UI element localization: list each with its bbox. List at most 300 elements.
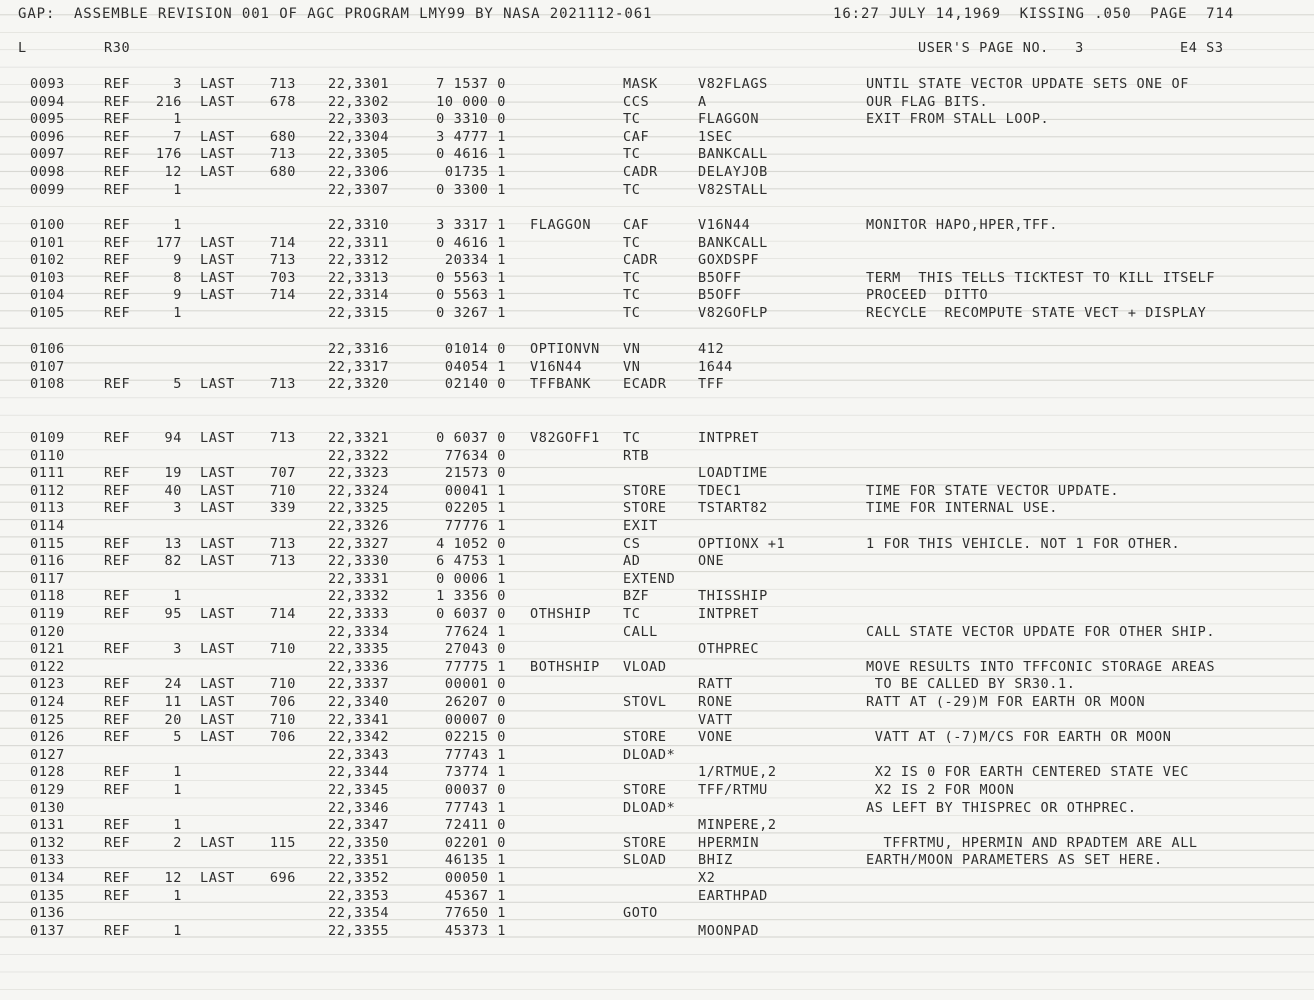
ref-count: 1 — [173, 887, 182, 904]
last-marker: LAST — [200, 482, 235, 499]
opcode: MASK — [623, 76, 658, 92]
address: 22,3350 — [328, 834, 390, 851]
last-marker: LAST — [200, 164, 235, 180]
operand: OTHPREC — [698, 641, 760, 658]
listing-line — [0, 430, 1314, 446]
operand: THISSHIP — [698, 588, 768, 605]
address: 22,3352 — [328, 870, 390, 886]
machine-code: 02140 0 — [444, 376, 506, 393]
ref-count: 20 — [164, 711, 182, 728]
machine-code: 0 0006 1 — [436, 570, 506, 587]
last-marker: LAST — [200, 694, 235, 710]
ref-count: 3 — [173, 500, 182, 517]
line-number: 0094 — [30, 93, 65, 110]
last-marker: LAST — [200, 93, 235, 110]
listing-line — [0, 270, 1314, 286]
comment: X2 IS 0 FOR EARTH CENTERED STATE VEC — [866, 764, 1189, 781]
comment: EARTH/MOON PARAMETERS AS SET HERE. — [866, 852, 1163, 869]
ref-marker: REF — [104, 922, 131, 939]
routine-name: R30 — [104, 40, 131, 56]
listing-line — [0, 905, 1314, 921]
last-marker: LAST — [200, 376, 235, 393]
opcode: TC — [623, 146, 641, 163]
address: 22,3301 — [328, 76, 390, 92]
line-number: 0097 — [30, 146, 65, 163]
machine-code: 3 3317 1 — [436, 217, 506, 233]
ref-count: 1 — [173, 111, 182, 128]
last-marker: LAST — [200, 146, 235, 163]
symbol-label: V16N44 — [530, 358, 583, 375]
machine-code: 3 4777 1 — [436, 128, 506, 145]
listing-line — [0, 641, 1314, 657]
machine-code: 77624 1 — [444, 623, 506, 640]
listing-line — [0, 659, 1314, 675]
line-number: 0135 — [30, 887, 65, 904]
machine-code: 00007 0 — [444, 711, 506, 728]
listing-line — [0, 852, 1314, 868]
line-number: 0137 — [30, 922, 65, 939]
address: 22,3320 — [328, 376, 390, 393]
address: 22,3325 — [328, 500, 390, 517]
ref-marker: REF — [104, 93, 131, 110]
address: 22,3323 — [328, 465, 390, 482]
ref-marker: REF — [104, 305, 131, 321]
ref-count: 12 — [164, 870, 182, 886]
ref-count: 9 — [173, 287, 182, 304]
ref-count: 82 — [164, 553, 182, 570]
operand: VONE — [698, 729, 733, 746]
ref-marker: REF — [104, 164, 131, 180]
operand: V82FLAGS — [698, 76, 768, 92]
ref-marker: REF — [104, 782, 131, 798]
listing-line — [0, 305, 1314, 321]
machine-code: 72411 0 — [444, 817, 506, 834]
line-number: 0125 — [30, 711, 65, 728]
line-number: 0129 — [30, 782, 65, 798]
line-number: 0108 — [30, 376, 65, 393]
listing-line — [0, 129, 1314, 145]
line-number: 0128 — [30, 764, 65, 781]
ref-marker: REF — [104, 376, 131, 393]
operand: DELAYJOB — [698, 164, 768, 180]
last-marker: LAST — [200, 465, 235, 482]
operand: V82GOFLP — [698, 305, 768, 321]
address: 22,3343 — [328, 746, 390, 763]
address: 22,3347 — [328, 817, 390, 834]
listing-line — [0, 870, 1314, 886]
operand: 412 — [698, 341, 725, 357]
comment: TFFRTMU, HPERMIN AND RPADTEM ARE ALL — [866, 834, 1198, 851]
address: 22,3304 — [328, 128, 390, 145]
address: 22,3334 — [328, 623, 390, 640]
address: 22,3315 — [328, 305, 390, 321]
last-page: 339 — [269, 500, 296, 517]
comment: TO BE CALLED BY SR30.1. — [866, 676, 1076, 693]
operand: 1SEC — [698, 128, 733, 145]
ref-count: 9 — [173, 252, 182, 269]
machine-code: 7 1537 0 — [436, 76, 506, 92]
last-page: 713 — [269, 535, 296, 552]
address: 22,3307 — [328, 181, 390, 198]
last-marker: LAST — [200, 729, 235, 746]
listing-line — [0, 518, 1314, 534]
last-marker: LAST — [200, 834, 235, 851]
ref-count: 94 — [164, 430, 182, 446]
opcode: VN — [623, 341, 641, 357]
machine-code: 00037 0 — [444, 782, 506, 798]
ref-count: 1 — [173, 922, 182, 939]
line-number: 0098 — [30, 164, 65, 180]
address: 22,3311 — [328, 234, 390, 251]
last-page: 713 — [269, 376, 296, 393]
ref-marker: REF — [104, 676, 131, 693]
address: 22,3344 — [328, 764, 390, 781]
last-page: 706 — [269, 729, 296, 746]
last-marker: LAST — [200, 76, 235, 92]
opcode: STOVL — [623, 694, 667, 710]
line-number: 0134 — [30, 870, 65, 886]
ref-marker: REF — [104, 128, 131, 145]
ref-count: 177 — [155, 234, 182, 251]
listing-line — [0, 182, 1314, 198]
address: 22,3340 — [328, 694, 390, 710]
opcode: TC — [623, 430, 641, 446]
opcode: CALL — [623, 623, 658, 640]
opcode: STORE — [623, 729, 667, 746]
ref-marker: REF — [104, 535, 131, 552]
ref-count: 40 — [164, 482, 182, 499]
line-number: 0112 — [30, 482, 65, 499]
listing-line — [0, 676, 1314, 692]
opcode: VN — [623, 358, 641, 375]
opcode: TC — [623, 181, 641, 198]
last-page: 713 — [269, 252, 296, 269]
opcode: DLOAD* — [623, 799, 676, 816]
listing-line — [0, 888, 1314, 904]
machine-code: 4 1052 0 — [436, 535, 506, 552]
line-number: 0119 — [30, 606, 65, 622]
last-page: 710 — [269, 482, 296, 499]
last-page: 714 — [269, 606, 296, 622]
machine-code: 02201 0 — [444, 834, 506, 851]
machine-code: 21573 0 — [444, 465, 506, 482]
opcode: CAF — [623, 128, 650, 145]
listing-line — [0, 252, 1314, 268]
address: 22,3310 — [328, 217, 390, 233]
last-marker: LAST — [200, 234, 235, 251]
machine-code: 02215 0 — [444, 729, 506, 746]
listing-line — [0, 729, 1314, 745]
operand: TFF — [698, 376, 725, 393]
line-number: 0106 — [30, 341, 65, 357]
operand: BHIZ — [698, 852, 733, 869]
ref-count: 216 — [155, 93, 182, 110]
page-code: E4 S3 — [1180, 40, 1224, 56]
symbol-label: V82GOFF1 — [530, 430, 600, 446]
ref-marker: REF — [104, 870, 131, 886]
last-marker: LAST — [200, 641, 235, 658]
users-page-number: USER'S PAGE NO. 3 — [918, 40, 1084, 56]
address: 22,3335 — [328, 641, 390, 658]
opcode: TC — [623, 606, 641, 622]
ref-count: 176 — [155, 146, 182, 163]
operand: A — [698, 93, 707, 110]
address: 22,3346 — [328, 799, 390, 816]
listing-line — [0, 800, 1314, 816]
line-number: 0093 — [30, 76, 65, 92]
ref-count: 19 — [164, 465, 182, 482]
ref-marker: REF — [104, 181, 131, 198]
comment: TERM THIS TELLS TICKTEST TO KILL ITSELF — [866, 269, 1216, 286]
ref-marker: REF — [104, 252, 131, 269]
opcode: GOTO — [623, 905, 658, 922]
comment: AS LEFT BY THISPREC OR OTHPREC. — [866, 799, 1137, 816]
last-page: 710 — [269, 711, 296, 728]
machine-code: 00041 1 — [444, 482, 506, 499]
last-page: 713 — [269, 76, 296, 92]
machine-code: 02205 1 — [444, 500, 506, 517]
listing-line — [0, 782, 1314, 798]
machine-code: 0 3300 1 — [436, 181, 506, 198]
address: 22,3330 — [328, 553, 390, 570]
listing-line — [0, 359, 1314, 375]
address: 22,3331 — [328, 570, 390, 587]
last-page: 710 — [269, 641, 296, 658]
last-marker: LAST — [200, 500, 235, 517]
listing-line — [0, 76, 1314, 92]
ref-count: 95 — [164, 606, 182, 622]
last-page: 696 — [269, 870, 296, 886]
comment: 1 FOR THIS VEHICLE. NOT 1 FOR OTHER. — [866, 535, 1181, 552]
machine-code: 0 4616 1 — [436, 146, 506, 163]
line-number: 0104 — [30, 287, 65, 304]
line-number: 0101 — [30, 234, 65, 251]
ref-count: 24 — [164, 676, 182, 693]
comment: TIME FOR INTERNAL USE. — [866, 500, 1059, 517]
line-number: 0107 — [30, 358, 65, 375]
opcode: STORE — [623, 782, 667, 798]
operand: MOONPAD — [698, 922, 760, 939]
opcode: ECADR — [623, 376, 667, 393]
machine-code: 0 5563 1 — [436, 287, 506, 304]
operand: X2 — [698, 870, 716, 886]
machine-code: 77634 0 — [444, 447, 506, 464]
listing-line — [0, 694, 1314, 710]
address: 22,3342 — [328, 729, 390, 746]
address: 22,3327 — [328, 535, 390, 552]
last-marker: LAST — [200, 606, 235, 622]
ref-marker: REF — [104, 711, 131, 728]
line-number: 0100 — [30, 217, 65, 233]
address: 22,3314 — [328, 287, 390, 304]
ref-count: 5 — [173, 729, 182, 746]
last-marker: LAST — [200, 128, 235, 145]
opcode: CS — [623, 535, 641, 552]
ref-marker: REF — [104, 553, 131, 570]
comment: X2 IS 2 FOR MOON — [866, 782, 1015, 798]
opcode: CADR — [623, 252, 658, 269]
opcode: TC — [623, 111, 641, 128]
last-page: 710 — [269, 676, 296, 693]
address: 22,3321 — [328, 430, 390, 446]
ref-count: 5 — [173, 376, 182, 393]
last-page: 680 — [269, 128, 296, 145]
symbol-label: OTHSHIP — [530, 606, 592, 622]
ref-marker: REF — [104, 269, 131, 286]
last-page: 713 — [269, 146, 296, 163]
listing-line — [0, 448, 1314, 464]
operand: INTPRET — [698, 430, 760, 446]
ref-marker: REF — [104, 729, 131, 746]
ref-marker: REF — [104, 234, 131, 251]
last-page: 707 — [269, 465, 296, 482]
opcode: STORE — [623, 834, 667, 851]
opcode: SLOAD — [623, 852, 667, 869]
machine-code: 1 3356 0 — [436, 588, 506, 605]
operand: 1/RTMUE,2 — [698, 764, 777, 781]
line-number: 0115 — [30, 535, 65, 552]
last-page: 706 — [269, 694, 296, 710]
machine-code: 01735 1 — [444, 164, 506, 180]
comment: MOVE RESULTS INTO TFFCONIC STORAGE AREAS — [866, 658, 1216, 675]
last-page: 713 — [269, 430, 296, 446]
last-marker: LAST — [200, 287, 235, 304]
listing-line — [0, 94, 1314, 110]
machine-code: 0 3310 0 — [436, 111, 506, 128]
listing-line — [0, 287, 1314, 303]
operand: BANKCALL — [698, 146, 768, 163]
machine-code: 77743 1 — [444, 799, 506, 816]
address: 22,3316 — [328, 341, 390, 357]
line-number: 0124 — [30, 694, 65, 710]
line-number: 0110 — [30, 447, 65, 464]
line-number: 0121 — [30, 641, 65, 658]
listing-line — [0, 483, 1314, 499]
ref-marker: REF — [104, 111, 131, 128]
comment: OUR FLAG BITS. — [866, 93, 989, 110]
line-number: 0117 — [30, 570, 65, 587]
listing-line — [0, 500, 1314, 516]
machine-code: 0 6037 0 — [436, 430, 506, 446]
opcode: TC — [623, 269, 641, 286]
listing-line — [0, 465, 1314, 481]
opcode: RTB — [623, 447, 650, 464]
ref-marker: REF — [104, 146, 131, 163]
line-number: 0099 — [30, 181, 65, 198]
ref-count: 2 — [173, 834, 182, 851]
last-marker: LAST — [200, 535, 235, 552]
listing-line — [0, 747, 1314, 763]
operand: ONE — [698, 553, 725, 570]
operand: B5OFF — [698, 269, 742, 286]
ref-marker: REF — [104, 641, 131, 658]
address: 22,3351 — [328, 852, 390, 869]
ref-marker: REF — [104, 76, 131, 92]
ref-marker: REF — [104, 482, 131, 499]
address: 22,3324 — [328, 482, 390, 499]
ref-count: 8 — [173, 269, 182, 286]
ref-marker: REF — [104, 465, 131, 482]
listing-line — [0, 553, 1314, 569]
operand: V16N44 — [698, 217, 751, 233]
ref-marker: REF — [104, 887, 131, 904]
symbol-label: BOTHSHIP — [530, 658, 600, 675]
last-page: 714 — [269, 287, 296, 304]
address: 22,3326 — [328, 518, 390, 534]
line-number: 0105 — [30, 305, 65, 321]
line-number: 0120 — [30, 623, 65, 640]
ref-marker: REF — [104, 217, 131, 233]
comment: CALL STATE VECTOR UPDATE FOR OTHER SHIP. — [866, 623, 1216, 640]
ref-count: 1 — [173, 782, 182, 798]
comment: RECYCLE RECOMPUTE STATE VECT + DISPLAY — [866, 305, 1207, 321]
line-number: 0126 — [30, 729, 65, 746]
operand: B5OFF — [698, 287, 742, 304]
line-number: 0136 — [30, 905, 65, 922]
ref-marker: REF — [104, 287, 131, 304]
machine-code: 04054 1 — [444, 358, 506, 375]
ref-count: 1 — [173, 305, 182, 321]
machine-code: 26207 0 — [444, 694, 506, 710]
address: 22,3341 — [328, 711, 390, 728]
machine-code: 73774 1 — [444, 764, 506, 781]
machine-code: 77776 1 — [444, 518, 506, 534]
opcode: CAF — [623, 217, 650, 233]
machine-code: 20334 1 — [444, 252, 506, 269]
operand: VATT — [698, 711, 733, 728]
listing-line — [0, 712, 1314, 728]
opcode: TC — [623, 234, 641, 251]
last-marker: LAST — [200, 676, 235, 693]
address: 22,3312 — [328, 252, 390, 269]
operand: LOADTIME — [698, 465, 768, 482]
listing-line — [0, 376, 1314, 392]
address: 22,3322 — [328, 447, 390, 464]
opcode: TC — [623, 305, 641, 321]
machine-code: 0 3267 1 — [436, 305, 506, 321]
listing-line — [0, 164, 1314, 180]
ref-marker: REF — [104, 430, 131, 446]
opcode: VLOAD — [623, 658, 667, 675]
ref-marker: REF — [104, 834, 131, 851]
line-number: 0114 — [30, 518, 65, 534]
line-number: 0130 — [30, 799, 65, 816]
address: 22,3302 — [328, 93, 390, 110]
operand: 1644 — [698, 358, 733, 375]
listing-line — [0, 571, 1314, 587]
ref-count: 11 — [164, 694, 182, 710]
operand: MINPERE,2 — [698, 817, 777, 834]
listing-line — [0, 536, 1314, 552]
opcode: STORE — [623, 482, 667, 499]
machine-code: 01014 0 — [444, 341, 506, 357]
operand: BANKCALL — [698, 234, 768, 251]
address: 22,3306 — [328, 164, 390, 180]
address: 22,3355 — [328, 922, 390, 939]
machine-code: 77743 1 — [444, 746, 506, 763]
machine-code: 77775 1 — [444, 658, 506, 675]
address: 22,3313 — [328, 269, 390, 286]
ref-count: 1 — [173, 181, 182, 198]
operand: HPERMIN — [698, 834, 760, 851]
listing-line — [0, 341, 1314, 357]
opcode: CCS — [623, 93, 650, 110]
ref-count: 1 — [173, 588, 182, 605]
last-marker: LAST — [200, 711, 235, 728]
listing-line — [0, 111, 1314, 127]
last-page: 680 — [269, 164, 296, 180]
opcode: EXIT — [623, 518, 658, 534]
